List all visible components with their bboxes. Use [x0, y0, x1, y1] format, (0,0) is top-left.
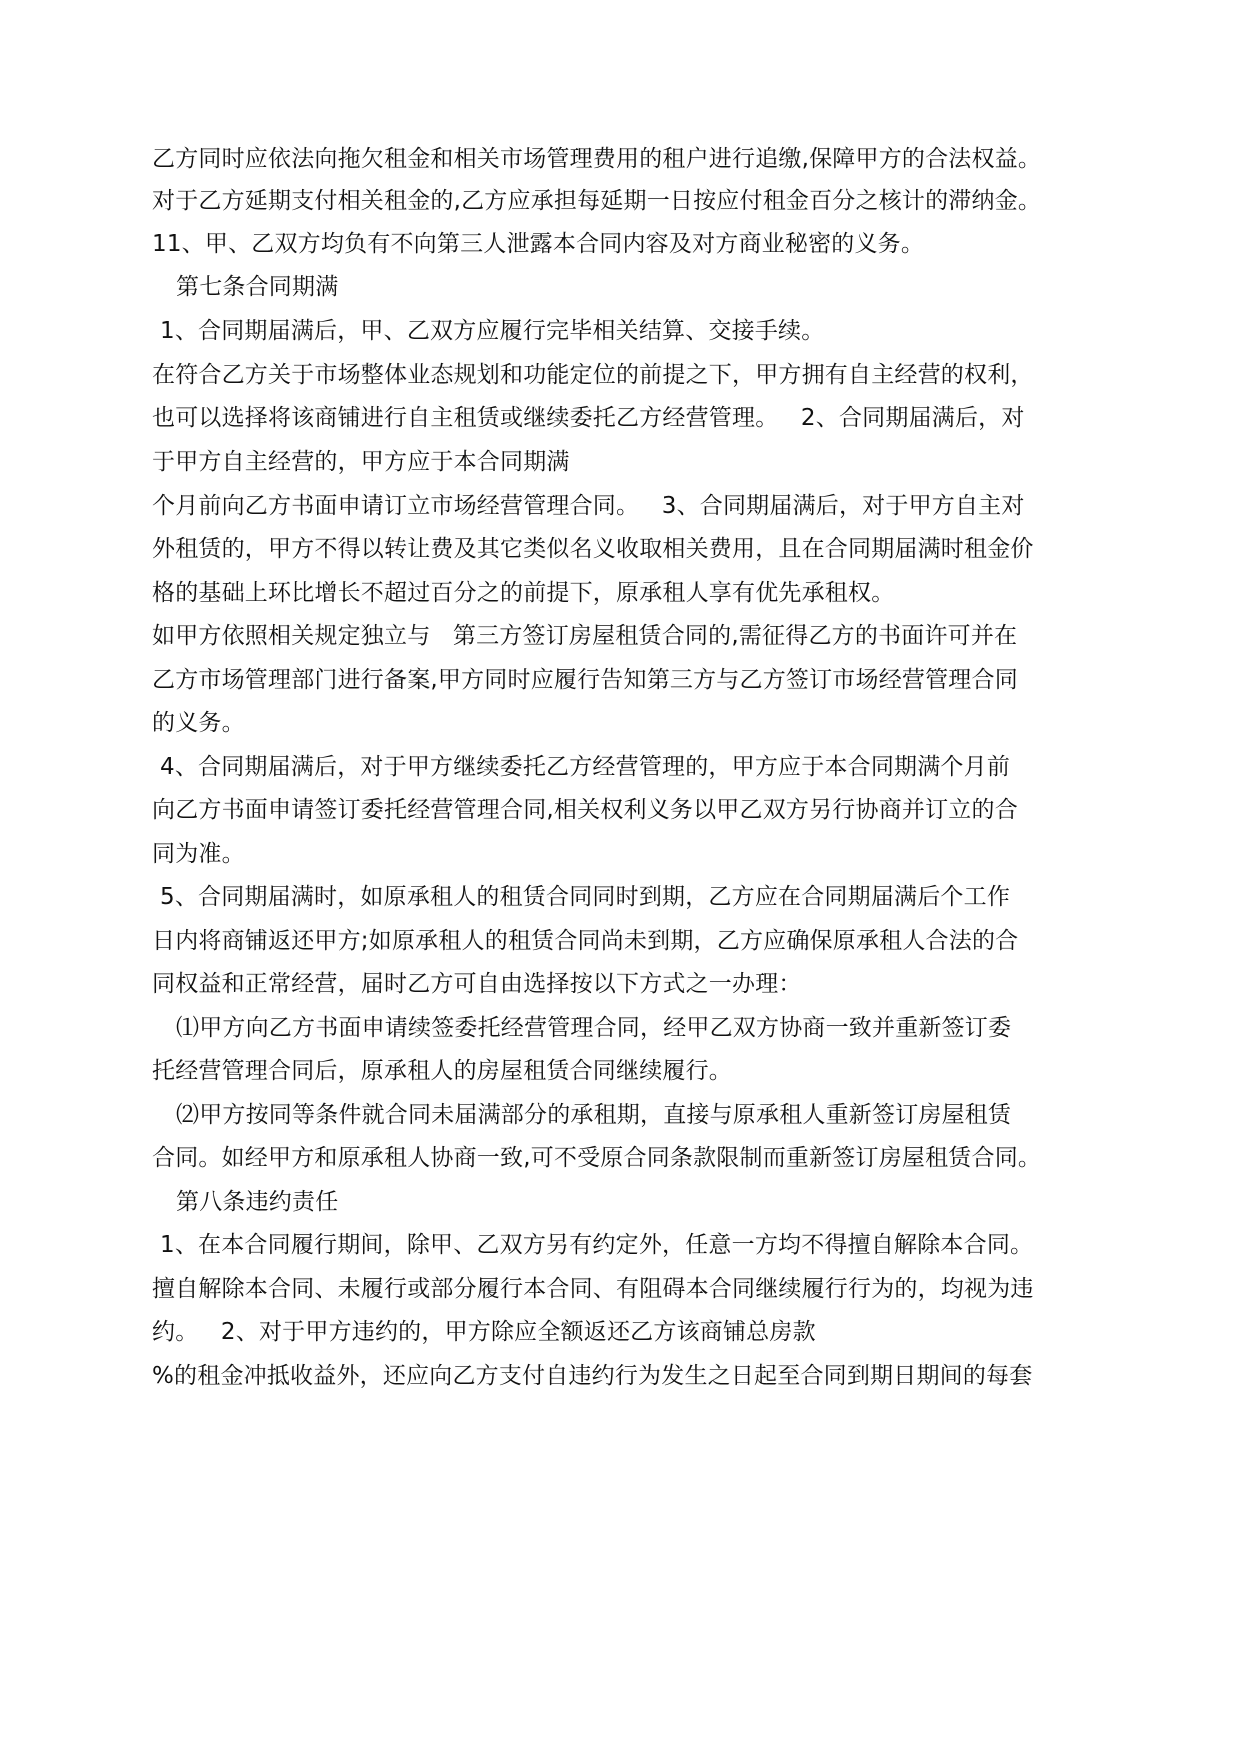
text-line: %的租金冲抵收益外，还应向乙方支付自违约行为发生之日起至合同到期日期间的每套: [152, 1363, 1033, 1389]
section-heading: 第七条合同期满: [176, 274, 339, 300]
text-line: 托经营管理合同后，原承租人的房屋租赁合同继续履行。: [152, 1058, 732, 1084]
text-line: 同为准。: [152, 841, 245, 867]
text-line: 5、合同期届满时，如原承租人的租赁合同同时到期，乙方应在合同期届满后个工作: [160, 884, 1011, 910]
text-line: 于甲方自主经营的，甲方应于本合同期满: [152, 449, 570, 475]
text-line: 合同。如经甲方和原承租人协商一致,可不受原合同条款限制而重新签订房屋租赁合同。: [152, 1145, 1042, 1171]
section-heading: 第八条违约责任: [176, 1189, 339, 1215]
text-line: 1、合同期届满后，甲、乙双方应履行完毕相关结算、交接手续。: [160, 318, 825, 344]
text-line: 乙方同时应依法向拖欠租金和相关市场管理费用的租户进行追缴,保障甲方的合法权益。: [152, 146, 1042, 172]
text-line: 擅自解除本合同、未履行或部分履行本合同、有阻碍本合同继续履行行为的，均视为违: [152, 1276, 1034, 1302]
text-line: 4、合同期届满后，对于甲方继续委托乙方经营管理的，甲方应于本合同期满个月前: [160, 754, 1011, 780]
text-line: 乙方市场管理部门进行备案,甲方同时应履行告知第三方与乙方签订市场经营管理合同: [152, 667, 1018, 693]
text-line: 对于乙方延期支付相关租金的,乙方应承担每延期一日按应付租金百分之核计的滞纳金。: [152, 188, 1042, 214]
text-line: 约。 2、对于甲方违约的，甲方除应全额返还乙方该商铺总房款: [152, 1319, 816, 1345]
text-line: 日内将商铺返还甲方;如原承租人的租赁合同尚未到期，乙方应确保原承租人合法的合: [152, 928, 1019, 954]
text-line: 11、甲、乙双方均负有不向第三人泄露本合同内容及对方商业秘密的义务。: [152, 231, 925, 257]
text-line: 个月前向乙方书面申请订立市场经营管理合同。 3、合同期届满后，对于甲方自主对: [152, 493, 1025, 519]
text-line: 的义务。: [152, 710, 245, 736]
text-line: ⑵甲方按同等条件就合同未届满部分的承租期，直接与原承租人重新签订房屋租赁: [176, 1102, 1012, 1128]
text-line: 1、在本合同履行期间，除甲、乙双方另有约定外，任意一方均不得擅自解除本合同。: [160, 1232, 1034, 1258]
text-line: 同权益和正常经营，届时乙方可自由选择按以下方式之一办理：: [152, 971, 802, 997]
text-line: 如甲方依照相关规定独立与 第三方签订房屋租赁合同的,需征得乙方的书面许可并在: [152, 623, 1018, 649]
text-line: 在符合乙方关于市场整体业态规划和功能定位的前提之下，甲方拥有自主经营的权利，: [152, 362, 1034, 388]
text-line: 外租赁的，甲方不得以转让费及其它类似名义收取相关费用，且在合同期届满时租金价: [152, 536, 1034, 562]
text-line: 格的基础上环比增长不超过百分之的前提下，原承租人享有优先承租权。: [152, 580, 895, 606]
text-line: 向乙方书面申请签订委托经营管理合同,相关权利义务以甲乙双方另行协商并订立的合: [152, 797, 1018, 823]
text-line: 也可以选择将该商铺进行自主租赁或继续委托乙方经营管理。 2、合同期届满后，对: [152, 405, 1025, 431]
text-line: ⑴甲方向乙方书面申请续签委托经营管理合同，经甲乙双方协商一致并重新签订委: [176, 1015, 1012, 1041]
